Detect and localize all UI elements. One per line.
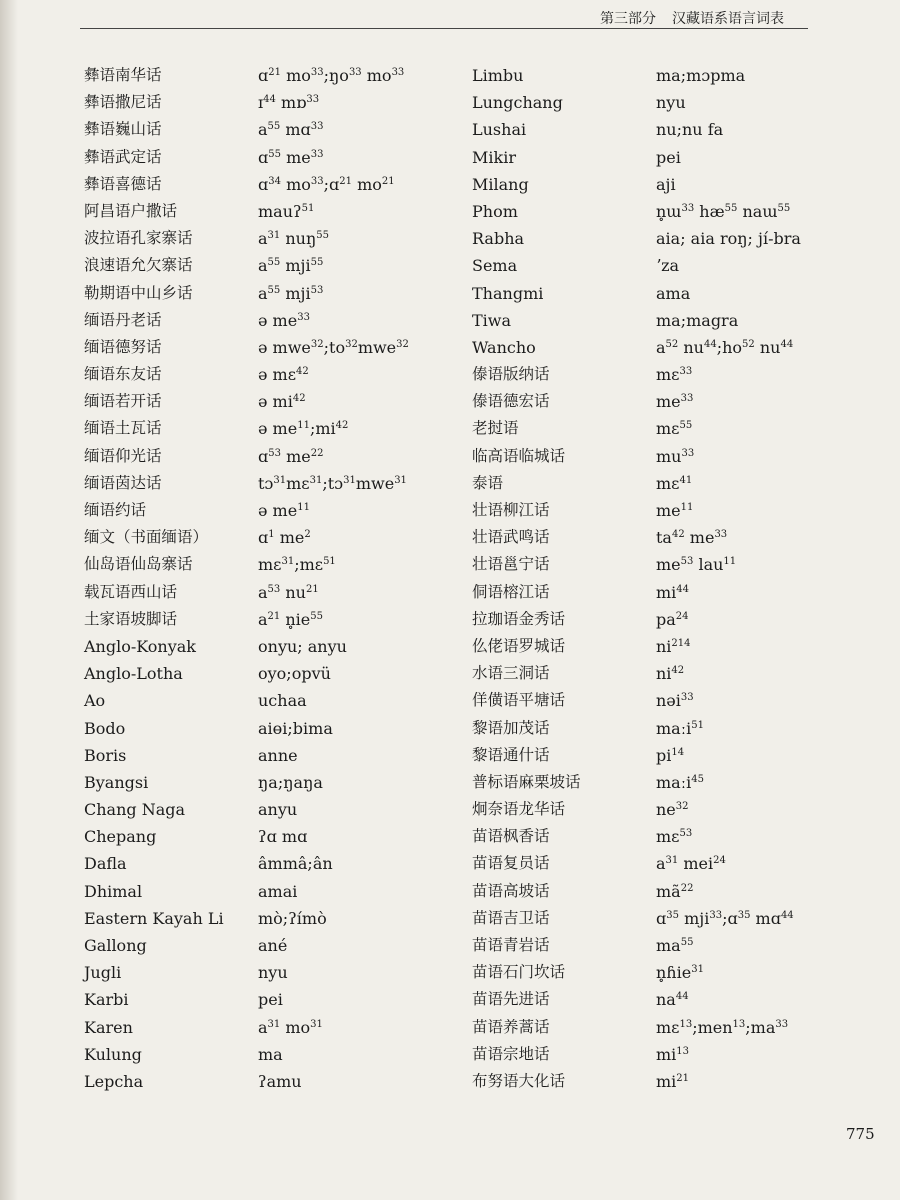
language-name: Dafla (84, 854, 127, 874)
word-form: aia; aia roŋ; jí-bra (656, 229, 801, 249)
language-name: 波拉语孔家寨话 (84, 229, 193, 248)
word-form: $mi^{13}$ (656, 1044, 690, 1064)
word-form: nyu (258, 963, 288, 983)
word-form: nəi$^{33}$ (656, 691, 694, 711)
word-form: aiɵi;bima (258, 718, 333, 738)
word-form: $pi^{14}$ (656, 745, 685, 765)
word-form: mɛ$^{33}$ (656, 365, 693, 385)
language-name: 浪速语允欠寨话 (84, 256, 193, 275)
word-form: ɪ$^{44}$ mɒ$^{33}$ (258, 93, 320, 113)
language-name: Chang Naga (84, 800, 186, 820)
word-form: $ni^{214}$ (656, 636, 691, 656)
word-form: ə mɛ$^{42}$ (258, 365, 309, 385)
language-name: 苗语吉卫话 (472, 908, 550, 927)
language-name: 普标语麻栗坡话 (472, 772, 581, 791)
language-name: Mikir (472, 147, 516, 167)
word-form: $a^{55}$ mɑ$^{33}$ (258, 120, 324, 140)
running-header (600, 8, 840, 28)
language-name: Limbu (472, 66, 524, 85)
word-form: ŋa;ŋaŋa (258, 772, 323, 792)
word-form: $a^{31}$ $mo^{31}$ (258, 1017, 323, 1037)
word-form: pei (656, 147, 681, 167)
word-form: âmmâ;ân (258, 854, 333, 874)
left-language-column (84, 62, 254, 1095)
word-form: anyu (258, 800, 298, 820)
language-name: Tiwa (472, 310, 512, 330)
language-name: 傣语版纳话 (472, 365, 550, 384)
language-name: Lepcha (84, 1071, 144, 1091)
word-form: ɑ$^{55}$ $me^{33}$ (258, 147, 324, 167)
word-form: $a^{31}$ nuŋ$^{55}$ (258, 229, 330, 249)
language-name: Lungchang (472, 93, 563, 113)
word-form: ma (258, 1044, 283, 1064)
language-name: Milang (472, 174, 529, 194)
word-form: ané (258, 936, 288, 955)
word-form: $mu^{33}$ (656, 446, 695, 466)
word-form: ʔɑ mɑ (258, 827, 308, 847)
language-name: 苗语养蒿话 (472, 1017, 550, 1036)
header-part: 第三部分 (600, 11, 656, 27)
word-form: ɑ$^{53}$ $me^{22}$ (258, 446, 324, 466)
language-name: 彝语巍山话 (84, 120, 162, 139)
language-name: 水语三洞话 (472, 664, 550, 683)
language-name: 勒期语中山乡话 (84, 283, 193, 302)
word-form: $ma^{55}$ (656, 936, 694, 955)
language-name: 彝语喜德话 (84, 174, 162, 193)
language-name: 傣语德宏话 (472, 392, 550, 411)
language-name: 拉珈语金秀话 (472, 609, 566, 628)
language-name: 苗语青岩话 (472, 936, 550, 954)
word-form: uchaa (258, 691, 307, 711)
word-form: ə $me^{33}$ (258, 310, 310, 330)
language-name: 缅文（书面缅语） (84, 528, 209, 547)
word-form: ma;mɔpma (656, 66, 746, 85)
language-name: Jugli (84, 963, 122, 983)
word-form: mauʔ$^{51}$ (258, 201, 315, 221)
word-form: pei (258, 990, 283, 1010)
word-form: mɛ$^{41}$ (656, 473, 693, 493)
word-form: $na^{44}$ (656, 990, 689, 1010)
word-form: ʔamu (258, 1071, 302, 1091)
language-name: Karen (84, 1017, 133, 1037)
language-name: 壮语柳江话 (472, 501, 550, 519)
word-form: $mi^{21}$ (656, 1071, 690, 1091)
language-name: 苗语宗地话 (472, 1044, 550, 1063)
language-name: 泰语 (472, 473, 504, 492)
language-name: 布努语大化话 (472, 1071, 566, 1090)
language-name: 载瓦语西山话 (84, 582, 178, 601)
language-name: 缅语若开话 (84, 392, 162, 411)
language-name: 老挝语 (472, 419, 519, 438)
language-name: 苗语石门坎话 (472, 963, 566, 982)
language-name: Anglo-Konyak (84, 636, 196, 656)
word-form: aji (656, 174, 676, 194)
word-form: $me^{11}$ (656, 501, 694, 520)
right-form-column (656, 62, 886, 1095)
word-form: ə $me^{11}$ (258, 501, 310, 520)
language-name: Thangmi (472, 283, 544, 303)
page-number: 775 (846, 1125, 875, 1143)
language-name: Kulung (84, 1044, 142, 1064)
language-name: 侗语榕江话 (472, 582, 550, 601)
language-name: Phom (472, 201, 518, 221)
word-form: $a^{52}$ $nu^{44};ho^{52}$ $nu^{44}$ (656, 337, 794, 357)
language-name: 苗语枫香话 (472, 827, 550, 846)
word-form: $pa^{24}$ (656, 609, 689, 629)
word-form: $a^{55}$ mji$^{55}$ (258, 256, 324, 276)
language-name: 炯奈语龙华话 (472, 800, 566, 819)
language-name: 缅语仰光话 (84, 446, 162, 465)
word-form: tɔ$^{31}$mɛ$^{31}$;tɔ$^{31}$mwe$^{31}$ (258, 473, 407, 493)
language-name: 彝语南华话 (84, 66, 162, 84)
language-name: 临高语临城话 (472, 446, 566, 465)
language-name: Eastern Kayah Li (84, 908, 224, 928)
word-form: ɑ$^{34}$ $mo^{33};ɑ^{21}$ $mo^{21}$ (258, 174, 395, 194)
language-name: 壮语邕宁话 (472, 555, 550, 574)
left-form-column (258, 62, 458, 1095)
word-form: nu;nu fa (656, 120, 724, 140)
word-form: ə $me^{11};mi^{42}$ (258, 419, 349, 439)
word-form: oyo;opvü (258, 664, 331, 684)
language-name: 仙岛语仙岛寨话 (84, 555, 193, 574)
language-name: 苗语高坡话 (472, 881, 550, 900)
language-name: 缅语丹老话 (84, 310, 162, 329)
word-form: n̥ɯ$^{33}$ $hæ^{55}$ naɯ$^{55}$ (656, 201, 791, 221)
word-form: $a^{31}$ mei$^{24}$ (656, 854, 726, 874)
word-form: $me^{53}$ lau$^{11}$ (656, 555, 737, 575)
language-name: 黎语通什话 (472, 745, 550, 764)
language-name: 仫佬语罗城话 (472, 636, 566, 655)
word-form: ʼza (656, 256, 680, 276)
page-binding-shadow (0, 0, 18, 1200)
word-form: mɛ$^{55}$ (656, 419, 693, 439)
language-name: 苗语复员话 (472, 854, 550, 873)
word-form: onyu; anyu (258, 636, 347, 656)
word-form: mɛ$^{31}$;mɛ$^{51}$ (258, 555, 336, 575)
language-name: Chepang (84, 827, 157, 847)
language-name: 彝语撒尼话 (84, 93, 162, 112)
language-name: Lushai (472, 120, 527, 140)
language-name: 土家语坡脚话 (84, 609, 178, 628)
header-title: 汉藏语系语言词表 (672, 11, 784, 27)
language-name: 苗语先进话 (472, 990, 550, 1009)
language-name: 黎语加茂话 (472, 718, 550, 737)
language-name: 缅语东友话 (84, 365, 162, 384)
language-name: 阿昌语户撒话 (84, 201, 178, 220)
word-form: ma;magra (656, 310, 739, 330)
language-name: Sema (472, 256, 518, 276)
language-name: 缅语茵达话 (84, 473, 162, 492)
word-form: $mã^{22}$ (656, 881, 694, 901)
language-name: Gallong (84, 936, 147, 955)
word-form: mò;ʔímò (258, 908, 327, 928)
word-form: ɑ$^{21}$ $mo^{33};ŋo^{33}$ $mo^{33}$ (258, 66, 405, 85)
word-form: mɛ$^{53}$ (656, 827, 693, 847)
word-form: $mɛ^{13};men^{13};ma^{33}$ (656, 1017, 789, 1037)
word-form: ə $mwe^{32};to^{32}mwe^{32}$ (258, 337, 409, 357)
word-form: ɑ$^{35}$ mji$^{33}$;ɑ$^{35}$ mɑ$^{44}$ (656, 908, 794, 928)
word-form: $ni^{42}$ (656, 664, 685, 684)
language-name: Ao (84, 691, 106, 711)
language-name: 缅语德努话 (84, 337, 162, 356)
language-name: 缅语土瓦话 (84, 419, 162, 438)
language-name: 佯僙语平塘话 (472, 691, 566, 710)
word-form: ə $mi^{42}$ (258, 392, 306, 412)
word-form: $a^{21}$ $n̥ie^{55}$ (258, 609, 323, 629)
language-name: Wancho (472, 337, 536, 357)
word-form: ɑ$^1$ $me^2$ (258, 528, 311, 548)
language-name: 彝语武定话 (84, 147, 162, 166)
word-form: anne (258, 745, 298, 765)
word-form: maːi$^{45}$ (656, 772, 704, 792)
word-form: $ta^{42}$ $me^{33}$ (656, 528, 728, 548)
language-name: Karbi (84, 990, 129, 1010)
language-name: Dhimal (84, 881, 143, 901)
header-rule (80, 28, 808, 29)
word-form: $a^{55}$ mji$^{53}$ (258, 283, 324, 303)
word-form: $mi^{44}$ (656, 582, 690, 602)
word-form: n̥ɦie$^{31}$ (656, 963, 704, 983)
word-form: maːi$^{51}$ (656, 718, 704, 738)
language-name: Bodo (84, 718, 126, 738)
word-form: $a^{53}$ $nu^{21}$ (258, 582, 319, 602)
word-form: $ne^{32}$ (656, 800, 689, 820)
word-form: $me^{33}$ (656, 392, 694, 412)
word-form: ama (656, 283, 691, 303)
word-form: nyu (656, 93, 686, 113)
language-name: 缅语约话 (84, 501, 147, 519)
word-form: amai (258, 881, 298, 901)
language-name: Byangsi (84, 772, 149, 792)
language-name: Anglo-Lotha (84, 664, 183, 684)
right-language-column (472, 62, 652, 1095)
language-name: Rabha (472, 229, 525, 249)
language-name: 壮语武鸣话 (472, 528, 550, 547)
language-name: Boris (84, 745, 127, 765)
